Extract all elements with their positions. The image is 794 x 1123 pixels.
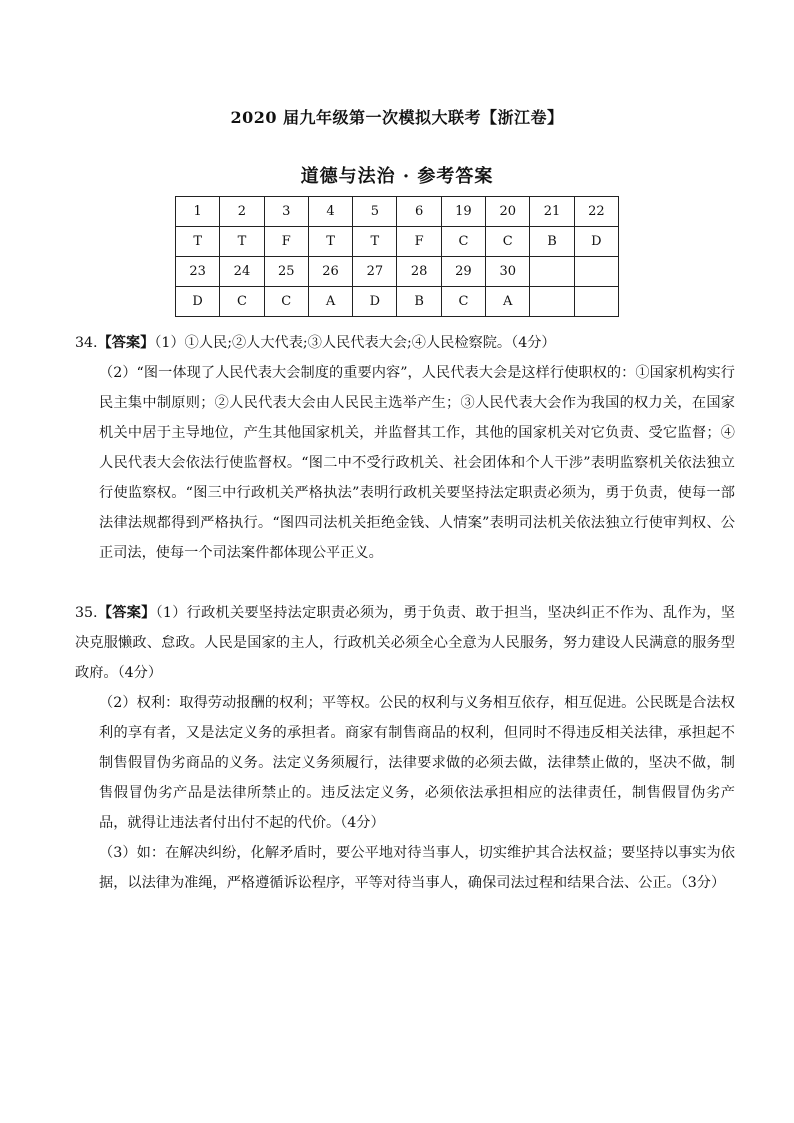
table-cell: B	[530, 227, 574, 257]
table-cell: 5	[353, 197, 397, 227]
answer-table	[175, 196, 619, 317]
table-row	[176, 197, 619, 227]
table-cell: A	[486, 287, 530, 317]
table-cell: 30	[486, 257, 530, 287]
table-cell: 3	[264, 197, 308, 227]
q34-part2: （2）“图一体现了人民代表大会制度的重要内容”，人民代表大会是这样行使职权的：①国家机构实行民主集中制原则；②人民代表大会由人民民主选举产生；③人民代表大会作为我国的权力关，在国家机关中居于主导地位，产生其他国家机关，并监督其工作，其他的国家机关对它负责、受它监督；④人民代表大会依法行使监督权。“图二中不受行政机关、社会团体和个人干涉”表明监察机关依法独立行使监察权。“图三中行政机关严格执法”表明行政机关要坚持法定职责必须为，勇于负责，使每一部法律法规都得到严格执行。“图四司法机关拒绝金钱、人情案”表明司法机关依法独立行使审判权、公正司法，使每一个司法案件都体现公平正义。	[99, 365, 735, 561]
table-cell: 23	[176, 257, 220, 287]
table-cell: 6	[397, 197, 441, 227]
table-cell: 25	[264, 257, 308, 287]
table-cell: 19	[441, 197, 485, 227]
table-cell: C	[441, 227, 485, 257]
table-cell: F	[397, 227, 441, 257]
table-cell: D	[176, 287, 220, 317]
table-cell: 29	[441, 257, 485, 287]
table-cell: 27	[353, 257, 397, 287]
document-subtitle: 道德与法治 · 参考答案	[300, 166, 494, 187]
table-cell: T	[353, 227, 397, 257]
question-34-answer	[75, 328, 735, 568]
q35-part1: （1）行政机关要坚持法定职责必须为，勇于负责、敢于担当，坚决纠正不作为、乱作为，坚决克服懒政、怠政。人民是国家的主人，行政机关必须全心全意为人民服务，努力建设人民满意的服务型政府。（4分）	[75, 605, 735, 681]
question-35-answer	[75, 598, 735, 898]
table-cell	[530, 257, 574, 287]
table-cell: 4	[308, 197, 352, 227]
table-cell: 2	[220, 197, 264, 227]
table-cell: C	[441, 287, 485, 317]
table-cell: 20	[486, 197, 530, 227]
table-cell: F	[264, 227, 308, 257]
table-cell: 21	[530, 197, 574, 227]
table-cell: C	[486, 227, 530, 257]
document-title: 2020 届九年级第一次模拟大联考【浙江卷】	[230, 108, 564, 127]
q35-part2: （2）权利：取得劳动报酬的权利；平等权。公民的权利与义务相互依存，相互促进。公民既是合法权利的享有者，又是法定义务的承担者。商家有制售商品的权利，但同时不得违反相关法律，承担起不制售假冒伪劣商品的义务。法定义务须履行，法律要求做的必须去做，法律禁止做的，坚决不做，制售假冒伪劣产品是法律所禁止的。违反法定义务，必须依法承担相应的法律责任，制售假冒伪劣产品，就得让违法者付出付不起的代价。（4分）	[99, 695, 735, 831]
table-cell: 26	[308, 257, 352, 287]
q34-part1: （1）①人民;②人大代表;③人民代表大会;④人民检察院。（4分）	[154, 335, 556, 351]
table-cell: T	[308, 227, 352, 257]
table-cell	[530, 287, 574, 317]
table-cell: T	[176, 227, 220, 257]
table-cell: C	[264, 287, 308, 317]
table-cell	[574, 287, 618, 317]
table-row	[176, 227, 619, 257]
table-cell: A	[308, 287, 352, 317]
table-cell: 1	[176, 197, 220, 227]
question-number: 35.	[75, 605, 98, 621]
table-cell: B	[397, 287, 441, 317]
table-cell: T	[220, 227, 264, 257]
table-row	[176, 287, 619, 317]
table-cell: 22	[574, 197, 618, 227]
answer-tag: 【答案】	[97, 335, 155, 351]
table-cell	[574, 257, 618, 287]
table-row	[176, 257, 619, 287]
table-cell: 28	[397, 257, 441, 287]
table-cell: C	[220, 287, 264, 317]
table-cell: D	[353, 287, 397, 317]
table-cell: D	[574, 227, 618, 257]
question-number: 34.	[75, 335, 98, 351]
q35-part3: （3）如：在解决纠纷，化解矛盾时，要公平地对待当事人，切实维护其合法权益；要坚持以事实为依据，以法律为准绳，严格遵循诉讼程序，平等对待当事人，确保司法过程和结果合法、公正。（3分）	[99, 845, 735, 891]
table-cell: 24	[220, 257, 264, 287]
answer-tag: 【答案】	[97, 605, 156, 621]
